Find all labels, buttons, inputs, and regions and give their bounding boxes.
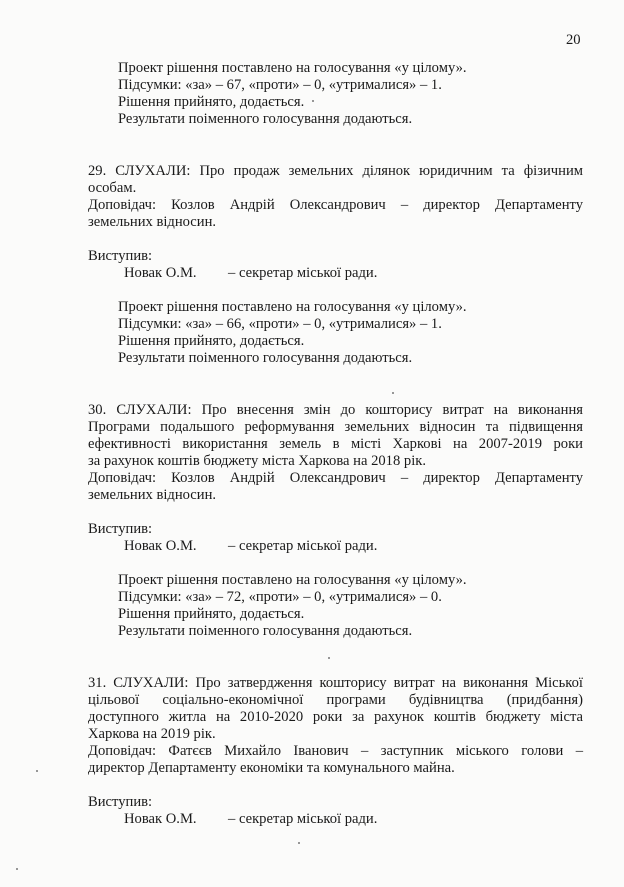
page-number: 20: [566, 32, 581, 48]
vote-line: Проект рішення поставлено на голосування «у цілому».: [118, 60, 467, 76]
item-heading-line: 31. СЛУХАЛИ: Про затвердження кошторису витрат на виконання Міської: [88, 675, 583, 691]
vote-line: Рішення прийнято, додається.: [118, 606, 305, 622]
speaker-name: Новак О.М.: [124, 538, 197, 554]
item-heading-line: ефективності використання земель в місті Харкові на 2007-2019 роки: [88, 436, 583, 452]
reporter-line: директор Департаменту економіки та комунального майна.: [88, 760, 455, 776]
item-heading-line: Програми подальшого реформування земельних відносин та підвищення: [88, 419, 583, 435]
vote-line: Підсумки: «за» – 72, «проти» – 0, «утрималися» – 0.: [118, 589, 442, 605]
item-heading-line: 30. СЛУХАЛИ: Про внесення змін до кошторису витрат на виконання: [88, 402, 583, 418]
vote-line: Результати поіменного голосування додаються.: [118, 623, 413, 639]
speaker-role: – секретар міської ради.: [228, 811, 378, 827]
item-heading-line: Харкова на 2019 рік.: [88, 726, 216, 742]
item-heading-line: 29. СЛУХАЛИ: Про продаж земельних ділянок юридичним та фізичним: [88, 163, 583, 179]
reporter-line: Доповідач: Фатєєв Михайло Іванович – заступник міського голови –: [88, 743, 583, 759]
vote-line: Підсумки: «за» – 67, «проти» – 0, «утрималися» – 1.: [118, 77, 442, 93]
vote-line: Результати поіменного голосування додаються.: [118, 111, 413, 127]
vote-line: Проект рішення поставлено на голосування «у цілому».: [118, 299, 467, 315]
reporter-line: Доповідач: Козлов Андрій Олександрович – директор Департаменту: [88, 197, 583, 213]
speaker-role: – секретар міської ради.: [228, 538, 378, 554]
speeches-label: Виступив:: [88, 521, 153, 537]
vote-line: Рішення прийнято, додається.: [118, 94, 305, 110]
item-heading-line: особам.: [88, 180, 137, 196]
speaker-name: Новак О.М.: [124, 811, 197, 827]
item-heading-line: за рахунок коштів бюджету міста Харкова на 2018 рік.: [88, 453, 427, 469]
reporter-line: земельних відносин.: [88, 487, 217, 503]
vote-line: Результати поіменного голосування додаються.: [118, 350, 413, 366]
reporter-line: земельних відносин.: [88, 214, 217, 230]
scan-speck: [328, 657, 330, 659]
scan-speck: [312, 100, 314, 102]
scan-speck: [392, 392, 394, 394]
vote-line: Підсумки: «за» – 66, «проти» – 0, «утрималися» – 1.: [118, 316, 442, 332]
scan-speck: [36, 770, 38, 772]
speaker-role: – секретар міської ради.: [228, 265, 378, 281]
reporter-line: Доповідач: Козлов Андрій Олександрович – директор Департаменту: [88, 470, 583, 486]
item-heading-line: доступного житла на 2010-2020 роки за рахунок коштів бюджету міста: [88, 709, 583, 725]
scan-speck: [298, 842, 300, 844]
vote-line: Рішення прийнято, додається.: [118, 333, 305, 349]
speaker-name: Новак О.М.: [124, 265, 197, 281]
vote-line: Проект рішення поставлено на голосування «у цілому».: [118, 572, 467, 588]
speeches-label: Виступив:: [88, 794, 153, 810]
speeches-label: Виступив:: [88, 248, 153, 264]
scan-speck: [16, 868, 18, 870]
item-heading-line: цільової соціально-економічної програми будівництва (придбання): [88, 692, 583, 708]
